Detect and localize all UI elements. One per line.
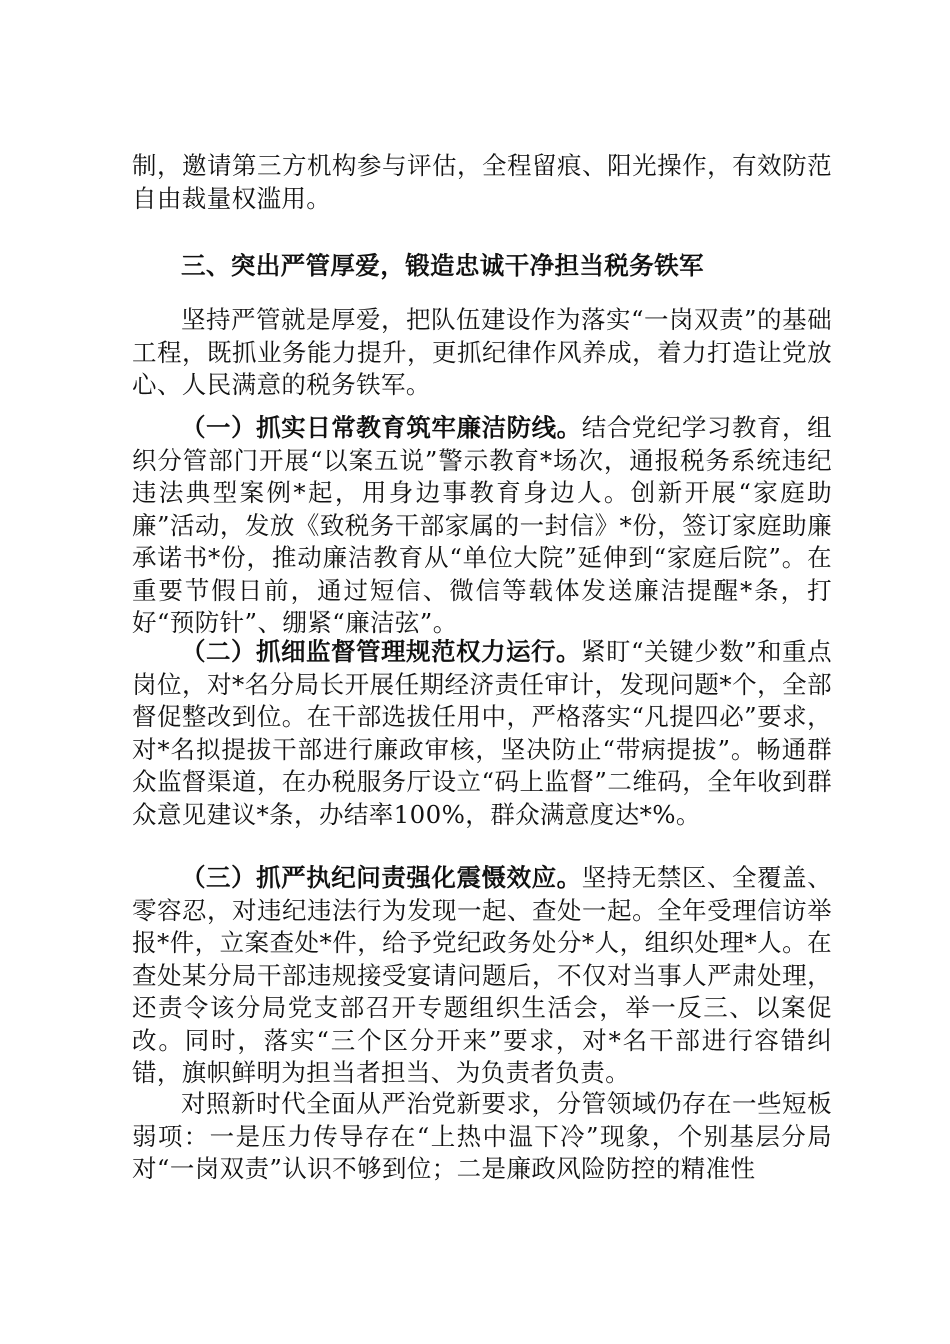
- item-lead-1: （一）抓实日常教育筑牢廉洁防线。: [181, 413, 582, 442]
- item-paragraph-3: [132, 862, 832, 1090]
- section-heading: 三、突出严管厚爱，锻造忠诚干净担当税务铁军: [181, 251, 704, 280]
- item-lead-2: （二）抓细监督管理规范权力运行。: [181, 637, 582, 666]
- item-body-1: 结合党纪学习教育，组织分管部门开展“以案五说”警示教育*场次，通报税务系统违纪违法典型案例*起，用身边事教育身边人。创新开展“家庭助廉”活动，发放《致税务干部家属的一封信》*份，签订家庭助廉承诺书*份，推动廉洁教育从“单位大院”延伸到“家庭后院”。在重要节假日前，通过短信、微信等载体发送廉洁提醒*条，打好“预防针”、绷紧“廉洁弦”。: [132, 413, 832, 637]
- continuation-paragraph: 制，邀请第三方机构参与评估，全程留痕、阳光操作，有效防范自由裁量权滥用。: [132, 151, 832, 213]
- item-body-2: 紧盯“关键少数”和重点岗位，对*名分局长开展任期经济责任审计，发现问题*个，全部督促整改到位。在干部选拔任用中，严格落实“凡提四必”要求，对*名拟提拔干部进行廉政审核，坚决防止“带病提拔”。畅通群众监督渠道，在办税服务厅设立“码上监督”二维码，全年收到群众意见建议*条，办结率100%，群众满意度达*%。: [132, 637, 832, 829]
- item-lead-3: （三）抓严执纪问责强化震慑效应。: [181, 863, 582, 892]
- item-paragraph-1: [132, 412, 832, 640]
- closing-paragraph: 对照新时代全面从严治党新要求，分管领域仍存在一些短板弱项：一是压力传导存在“上热中温下冷”现象，个别基层分局对“一岗双责”认识不够到位；二是廉政风险防控的精准性: [132, 1089, 832, 1183]
- intro-paragraph: 坚持严管就是厚爱，把队伍建设作为落实“一岗双责”的基础工程，既抓业务能力提升，更抓纪律作风养成，着力打造让党放心、人民满意的税务铁军。: [132, 305, 832, 399]
- item-body-3: 坚持无禁区、全覆盖、零容忍，对违纪违法行为发现一起、查处一起。全年受理信访举报*件，立案查处*件，给予党纪政务处分*人，组织处理*人。在查处某分局干部违规接受宴请问题后，不仅对当事人严肃处理，还责令该分局党支部召开专题组织生活会，举一反三、以案促改。同时，落实“三个区分开来”要求，对*名干部进行容错纠错，旗帜鲜明为担当者担当、为负责者负责。: [132, 863, 832, 1087]
- item-paragraph-2: [132, 636, 832, 831]
